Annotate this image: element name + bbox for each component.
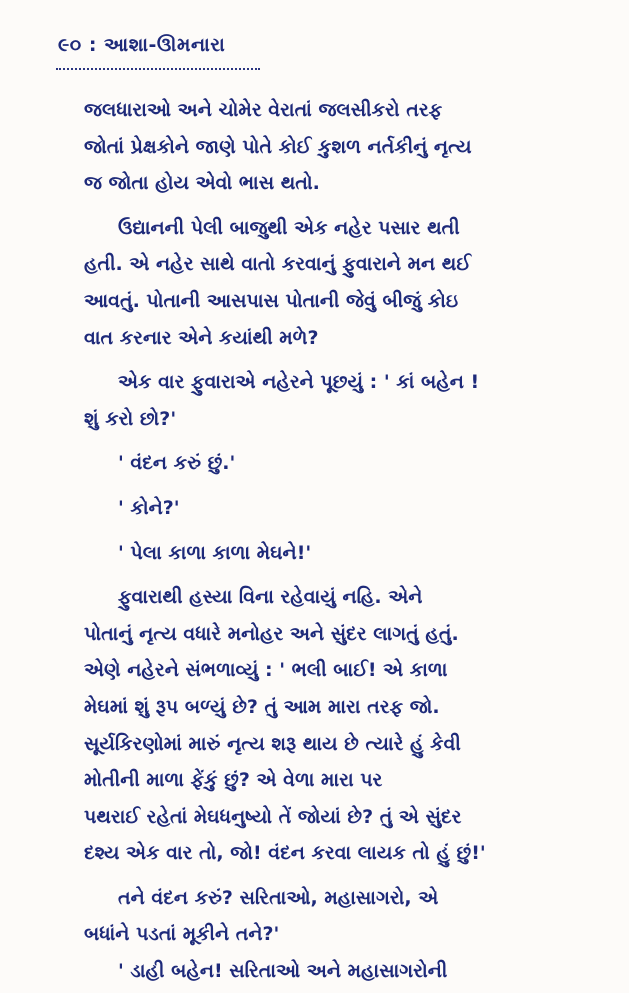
text-line: એણે નહેરને સંભળાવ્યું : ' ભલી બાઈ! એ કાળા (84, 659, 448, 682)
text-line: જલધારાઓ અને ચોમેર વેરાતાં જલસીકરો તરફ (84, 99, 443, 121)
text-line: ફુવારાથી હસ્યા વિના રહેવાયું નહિ. એને (118, 586, 423, 609)
text-line: ' વંદન કરું છું.' (118, 452, 236, 475)
text-line: ' ડાહી બહેન! સરિતાઓ અને મહાસાગરોની (118, 960, 448, 983)
text-line: ઉદ્યાનની પેલી બાજુથી એક નહેર પસાર થતી (118, 216, 460, 239)
text-line: જોતાં પ્રેક્ષકોને જાણે પોતે કોઈ કુશળ નર્તકીનું નૃત્ય (84, 135, 472, 158)
text-line: સૂર્યકિરણોમાં મારું નૃત્ય શરૂ થાય છે ત્યારે હું કેવી (84, 732, 461, 755)
text-line: મેઘમાં શું રૂપ બળ્યું છે? તું આમ મારા તરફ જો. (84, 695, 440, 718)
text-line: એક વાર ફુવારાએ નહેરને પૂછયું : ' કાં બહેન ! (118, 371, 480, 394)
text-line: પોતાનું નૃત્ય વધારે મનોહર અને સુંદર લાગતું હતું. (84, 622, 459, 645)
text-line: ' કોને?' (118, 496, 180, 519)
text-line: તને વંદન કરું? સરિતાઓ, મહાસાગરો, એ (118, 886, 439, 909)
text-line: જ જોતા હોય એવો ભાસ થતો. (84, 172, 320, 195)
running-header (58, 34, 225, 56)
header-separator: : (88, 34, 97, 56)
text-line: દશ્ય એક વાર તો, જો! વંદન કરવા લાયક તો હું છું!' (84, 842, 486, 865)
text-line: શું કરો છો?' (84, 407, 177, 430)
text-line: મોતીની માળા ફેંકું છું? એ વેળા મારા પર (84, 769, 383, 792)
body-text (84, 92, 584, 990)
text-line: ' પેલા કાળા કાળા મેઘને!' (118, 541, 312, 564)
text-line: બધાંને પડતાં મૂકીને તને?' (84, 923, 280, 946)
page-number: ૯૦ (58, 34, 82, 56)
text-line: હતી. એ નહેર સાથે વાતો કરવાનું ફુવારાને મન થઈ (84, 253, 472, 276)
text-line: આવતું. પોતાની આસપાસ પોતાની જેવું બીજું કોઇ (84, 289, 459, 312)
running-title: આશા-ઊમનારા (104, 34, 226, 56)
text-line: પથરાઈ રહેતાં મેઘધનુષ્યો તેં જોયાં છે? તું એ સુંદર (84, 805, 462, 828)
header-rule (56, 68, 260, 70)
text-line: વાત કરનાર એને કયાંથી મળે? (84, 326, 319, 349)
